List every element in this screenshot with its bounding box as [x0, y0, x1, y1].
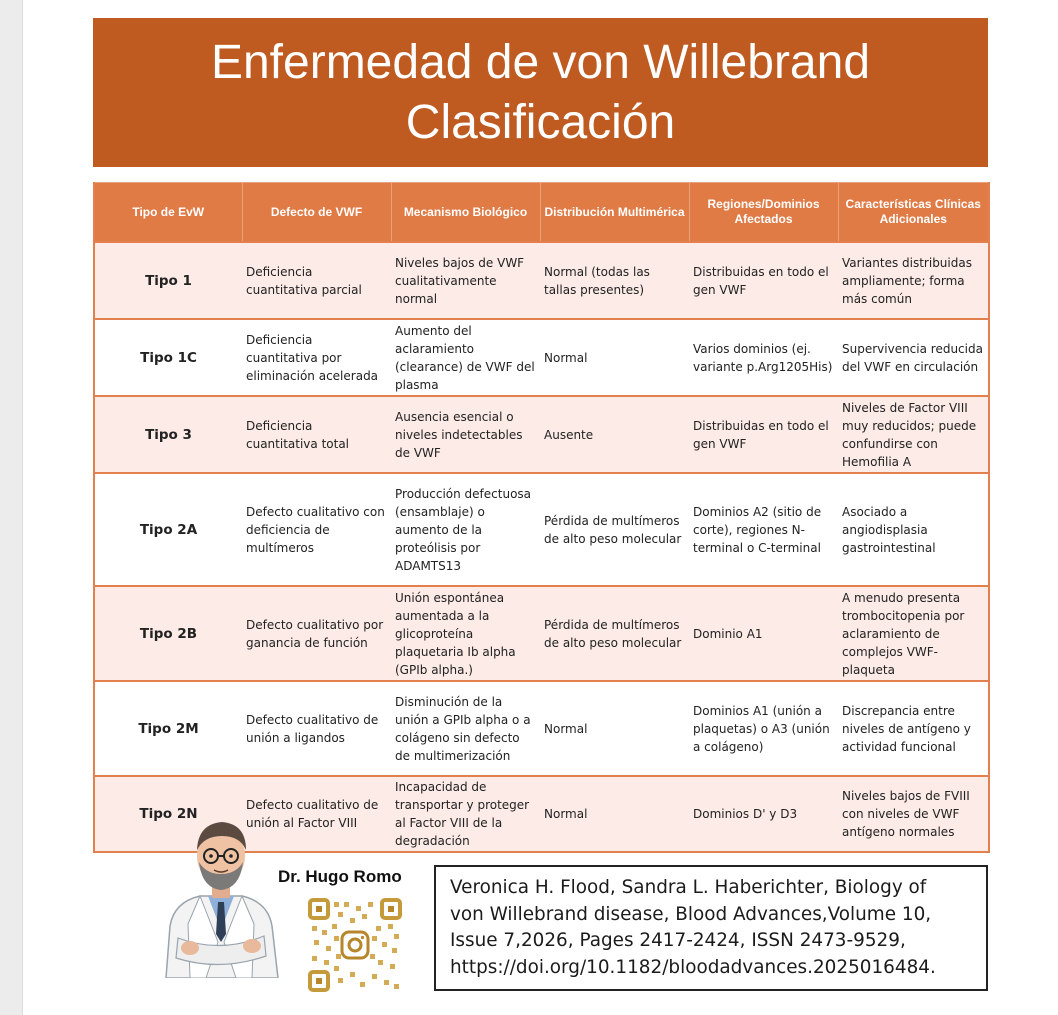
cell-mechanism: Unión espontánea aumentada a la glicoproteína plaquetaria Ib alpha (GPIb alpha.)	[391, 586, 540, 681]
reference-citation	[434, 865, 988, 991]
cell-distribution: Normal	[540, 681, 689, 776]
page-subtitle: Clasificación	[405, 95, 676, 149]
cell-clinical: Variantes distribuidas ampliamente; forma más común	[838, 242, 989, 319]
cell-type: Tipo 1C	[94, 319, 242, 396]
cell-regions: Distribuidas en todo el gen VWF	[689, 242, 838, 319]
header-mechanism: Mecanismo Biológico	[391, 183, 540, 243]
header-distribution: Distribución Multimérica	[540, 183, 689, 243]
cell-type: Tipo 1	[94, 242, 242, 319]
header-clinical: Características Clínicas Adicionales	[838, 183, 989, 243]
cell-clinical: Asociado a angiodisplasia gastrointestinal	[838, 473, 989, 586]
cell-distribution: Pérdida de multímeros de alto peso molecular	[540, 586, 689, 681]
table-row	[94, 242, 989, 319]
cell-type: Tipo 2A	[94, 473, 242, 586]
cell-defect: Deficiencia cuantitativa por eliminación acelerada	[242, 319, 391, 396]
cell-mechanism: Incapacidad de transportar y proteger al Factor VIII de la degradación	[391, 776, 540, 852]
cell-defect: Defecto cualitativo con deficiencia de multímeros	[242, 473, 391, 586]
cell-clinical: A menudo presenta trombocitopenia por aclaramiento de complejos VWF-plaqueta	[838, 586, 989, 681]
cell-clinical: Discrepancia entre niveles de antígeno y actividad funcional	[838, 681, 989, 776]
cell-mechanism: Ausencia esencial o niveles indetectables de VWF	[391, 396, 540, 473]
cell-distribution: Ausente	[540, 396, 689, 473]
cell-defect: Defecto cualitativo de unión a ligandos	[242, 681, 391, 776]
cell-distribution: Pérdida de multímeros de alto peso molecular	[540, 473, 689, 586]
qr-code[interactable]	[306, 896, 404, 994]
cell-type: Tipo 3	[94, 396, 242, 473]
cell-type: Tipo 2N	[94, 776, 242, 852]
cell-regions: Varios dominios (ej. variante p.Arg1205His)	[689, 319, 838, 396]
table-row	[94, 396, 989, 473]
cell-clinical: Supervivencia reducida del VWF en circulación	[838, 319, 989, 396]
reference-line: Issue 7,2026, Pages 2417-2424, ISSN 2473-9529,	[450, 930, 906, 951]
doctor-avatar	[160, 806, 282, 978]
header-defect: Defecto de VWF	[242, 183, 391, 243]
page-left-edge	[0, 0, 23, 1015]
reference-link[interactable]: https://doi.org/10.1182/bloodadvances.2025016484.	[450, 956, 936, 978]
cell-regions: Dominios A2 (sitio de corte), regiones N-terminal o C-terminal	[689, 473, 838, 586]
table-row	[94, 681, 989, 776]
cell-regions: Dominios D' y D3	[689, 776, 838, 852]
table-row	[94, 319, 989, 396]
cell-defect: Defecto cualitativo por ganancia de función	[242, 586, 391, 681]
table-row	[94, 586, 989, 681]
cell-regions: Distribuidas en todo el gen VWF	[689, 396, 838, 473]
doctor-name: Dr. Hugo Romo	[278, 867, 402, 886]
cell-mechanism: Niveles bajos de VWF cualitativamente normal	[391, 242, 540, 319]
cell-defect: Defecto cualitativo de unión al Factor VIII	[242, 776, 391, 852]
cell-clinical: Niveles de Factor VIII muy reducidos; puede confundirse con Hemofilia A	[838, 396, 989, 473]
header-type: Tipo de EvW	[94, 183, 242, 243]
header-regions: Regiones/Dominios Afectados	[689, 183, 838, 243]
cell-type: Tipo 2M	[94, 681, 242, 776]
cell-type: Tipo 2B	[94, 586, 242, 681]
cell-mechanism: Aumento del aclaramiento (clearance) de VWF del plasma	[391, 319, 540, 396]
cell-regions: Dominios A1 (unión a plaquetas) o A3 (unión a colágeno)	[689, 681, 838, 776]
cell-mechanism: Disminución de la unión a GPIb alpha o a colágeno sin defecto de multimerización	[391, 681, 540, 776]
cell-defect: Deficiencia cuantitativa parcial	[242, 242, 391, 319]
table-row	[94, 473, 989, 586]
classification-table-container	[93, 182, 988, 852]
classification-table	[93, 182, 990, 853]
cell-defect: Deficiencia cuantitativa total	[242, 396, 391, 473]
cell-distribution: Normal (todas las tallas presentes)	[540, 242, 689, 319]
table-header-row	[94, 183, 989, 243]
page-title: Enfermedad de von Willebrand	[210, 35, 871, 89]
cell-mechanism: Producción defectuosa (ensamblaje) o aumento de la proteólisis por ADAMTS13	[391, 473, 540, 586]
cell-distribution: Normal	[540, 776, 689, 852]
title-banner	[93, 18, 988, 167]
cell-clinical: Niveles bajos de FVIII con niveles de VWF antígeno normales	[838, 776, 989, 852]
cell-regions: Dominio A1	[689, 586, 838, 681]
reference-line: von Willebrand disease, Blood Advances,Volume 10,	[450, 903, 932, 925]
instagram-icon	[342, 932, 368, 958]
cell-distribution: Normal	[540, 319, 689, 396]
reference-line: Veronica H. Flood, Sandra L. Haberichter, Biology of	[450, 877, 927, 898]
